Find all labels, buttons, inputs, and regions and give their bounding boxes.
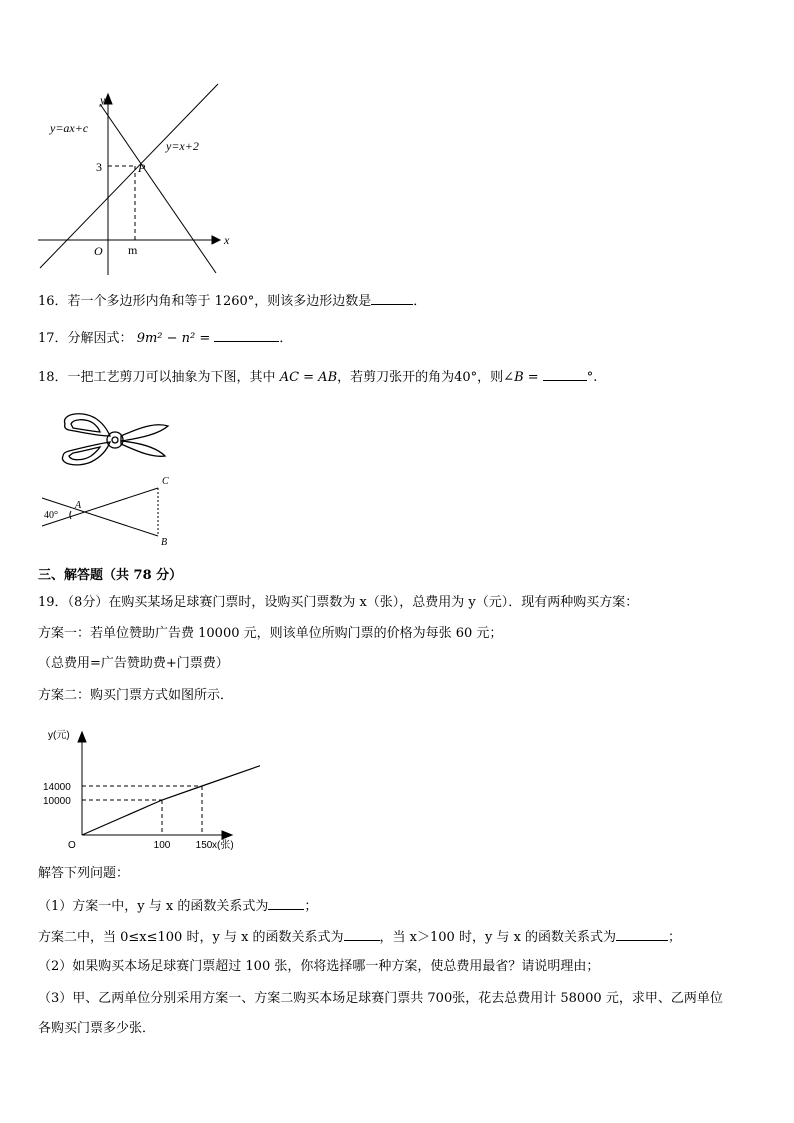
lower-blade <box>121 441 165 456</box>
q18-prefix: 18．一把工艺剪刀可以抽象为下图，其中 <box>38 370 276 385</box>
intersecting-lines-figure <box>30 80 245 280</box>
q17-end: ． <box>279 331 293 346</box>
chart-origin: O <box>68 840 76 851</box>
q19-part1b-text-b: ，当 x＞100 时，y 与 x 的函数关系式为 <box>379 930 617 945</box>
chart-y-arrow <box>78 732 86 742</box>
q19-part3b: 各购买门票多少张． <box>38 1021 156 1036</box>
point-p-label: P <box>138 161 146 175</box>
q19-plan2: 方案二：购买门票方式如图所示． <box>38 688 234 703</box>
lower-handle-inner <box>69 447 100 460</box>
q16-text: 16．若一个多边形内角和等于 1260°，则该多边形边数是 <box>38 294 372 309</box>
scissors-picture <box>55 410 175 470</box>
q18-end: °. <box>586 370 598 385</box>
q19-part1a-text: （1）方案一中，y 与 x 的函数关系式为 <box>38 899 269 914</box>
x-tick-150: 150 <box>195 840 213 851</box>
upper-blade <box>121 425 168 441</box>
scissors-triangle-figure <box>38 472 188 550</box>
q17-blank[interactable] <box>214 329 279 342</box>
y-tick-10000: 10000 <box>43 796 71 807</box>
question-17 <box>38 329 292 347</box>
q17-expression: 9m² − n² = <box>136 331 211 346</box>
chart-xlabel: x(张) <box>212 840 234 851</box>
x-tick-100: 100 <box>153 840 171 851</box>
plan2-chart <box>40 722 260 857</box>
angle-40-label: 40° <box>44 510 58 521</box>
q19-part1b-text-a: 方案二中，当 0≤x≤100 时，y 与 x 的函数关系式为 <box>38 930 344 945</box>
q19-part1a-end: ； <box>304 899 318 914</box>
q19-part1b-blank-2[interactable] <box>616 928 668 941</box>
q19-part1b-blank-1[interactable] <box>344 928 380 941</box>
q19-note: （总费用=广告赞助费+门票费） <box>38 656 229 671</box>
question-18 <box>38 368 597 386</box>
x-axis-arrow <box>212 236 220 244</box>
x-axis-label: x <box>224 233 230 247</box>
chart-ylabel: y(元) <box>48 730 70 741</box>
q19-part1a-blank[interactable] <box>268 897 304 910</box>
upper-handle-inner <box>71 420 100 432</box>
x-tick-m: m <box>128 243 138 257</box>
q17-prefix: 17．分解因式： <box>38 331 133 346</box>
line-to-c <box>42 488 158 526</box>
line1-label: y=ax+c <box>50 121 89 135</box>
chart-x-arrow <box>222 831 232 839</box>
q18-mid: ，若剪刀张开的角为40°，则 <box>337 370 504 385</box>
question-16 <box>38 292 426 310</box>
origin-label: O <box>94 244 103 258</box>
y-tick-14000: 14000 <box>43 782 71 793</box>
line2-label: y=x+2 <box>166 139 199 153</box>
angle-arc <box>70 511 71 519</box>
q18-equation: AC = AB <box>279 370 338 385</box>
y-axis-label: y <box>100 93 106 107</box>
q19-plan1: 方案一：若单位赞助广告费 10000 元，则该单位所购门票的价格为每张 60 元； <box>38 626 503 641</box>
label-a: A <box>75 500 82 511</box>
q16-blank[interactable] <box>371 292 413 305</box>
lower-handle <box>62 442 110 465</box>
q18-blank[interactable] <box>543 368 587 381</box>
y-tick-3: 3 <box>96 160 102 174</box>
section-3-title: 三、解答题（共 78 分） <box>38 568 183 583</box>
label-b: B <box>161 537 168 548</box>
q19-stem: 19．（8分）在购买某场足球赛门票时，设购买门票数为 x（张），总费用为 y（元）．现有两种购买方案： <box>38 595 639 610</box>
q19-part1b <box>38 928 681 946</box>
q18-angle: ∠B = <box>503 370 539 385</box>
label-c: C <box>162 476 169 487</box>
line-to-b <box>42 498 158 536</box>
plan2-series-line <box>82 758 260 835</box>
q19-part2: （2）如果购买本场足球赛门票超过 100 张，你将选择哪一种方案，使总费用最省？请说明理由； <box>38 959 600 974</box>
pivot-inner <box>112 437 118 443</box>
q19-answer-intro: 解答下列问题： <box>38 866 130 881</box>
q19-part1b-end: ； <box>668 930 682 945</box>
q19-part1a <box>38 897 317 915</box>
q19-part3a: （3）甲、乙两单位分别采用方案一、方案二购买本场足球赛门票共 700张，花去总费用计 58000 元，求甲、乙两单位 <box>38 991 723 1006</box>
q16-end: ． <box>413 294 427 309</box>
